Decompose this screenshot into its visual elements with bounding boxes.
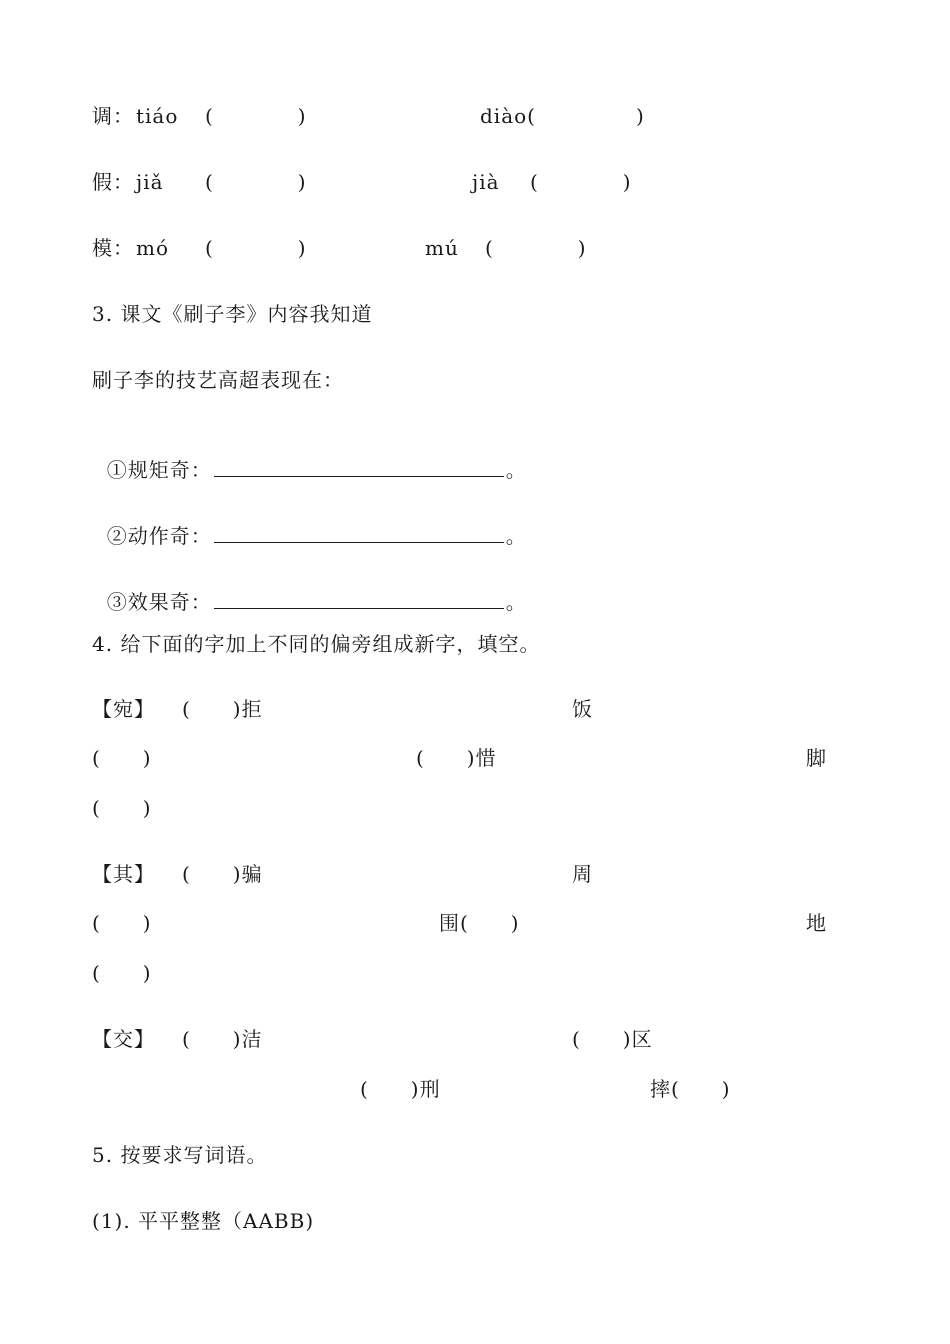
q4-group-1-f[interactable]: ( ) [92,796,152,820]
q3-item-3-end: 。 [505,590,527,614]
pinyin-row-1-char: 调： [92,104,134,128]
pinyin-row-2-p1: jiǎ [136,170,164,194]
q4-group-2-f[interactable]: ( ) [92,961,152,985]
q5-sub-1: (1). 平平整整（AABB) [92,1209,315,1233]
q3-item-2 [92,500,527,548]
pinyin-row-2-char: 假： [92,170,134,194]
q4-group-1-key: 【宛】 [92,697,155,721]
q4-group-1-b: 饭 [572,697,593,721]
q3-item-3-blank[interactable] [214,590,504,609]
q3-item-1 [92,434,527,482]
q4-group-2-c[interactable]: ( ) [92,911,152,935]
q3-intro: 刷子李的技艺高超表现在： [92,368,344,392]
q3-item-2-label: ②动作奇： [106,524,212,548]
q4-group-1-c[interactable]: ( ) [92,746,152,770]
pinyin-row-2-paren1[interactable]: ( ) [205,170,307,194]
q4-group-1-e: 脚 [806,746,827,770]
q3-item-1-blank[interactable] [214,458,504,477]
pinyin-row-3-p2: mú [425,236,459,260]
q3-item-1-end: 。 [505,458,527,482]
q3-item-1-label: ①规矩奇： [106,458,212,482]
pinyin-row-3-char: 模： [92,236,134,260]
q4-group-2-key: 【其】 [92,862,155,886]
pinyin-row-1-paren2[interactable]: ) [552,104,645,128]
q4-group-3-c[interactable]: ( )刑 [360,1077,441,1101]
q3-item-3 [92,566,527,614]
q3-item-2-blank[interactable] [214,524,504,543]
q3-heading: 3. 课文《刷子李》内容我知道 [92,302,373,326]
q4-group-3-key: 【交】 [92,1027,155,1051]
q4-group-1-d[interactable]: ( )惜 [416,746,497,770]
pinyin-row-1-p1: tiáo [136,104,179,128]
pinyin-row-3-paren2[interactable]: ( ) [485,236,587,260]
pinyin-row-2-paren2[interactable]: ( ) [530,170,632,194]
pinyin-row-2-p2: jià [472,170,500,194]
pinyin-row-3-p1: mó [136,236,170,260]
q4-group-3-a[interactable]: ( )洁 [182,1027,263,1051]
q4-group-3-b[interactable]: ( )区 [572,1027,653,1051]
q4-group-1-a[interactable]: ( )拒 [182,697,263,721]
pinyin-row-3-paren1[interactable]: ( ) [205,236,307,260]
q4-group-2-d[interactable]: 围( ) [439,911,520,935]
q4-group-2-b: 周 [572,862,593,886]
q4-heading: 4. 给下面的字加上不同的偏旁组成新字，填空。 [92,632,541,656]
pinyin-row-1-paren1[interactable]: ( ) [205,104,307,128]
q4-group-2-a[interactable]: ( )骗 [182,862,263,886]
q3-item-3-label: ③效果奇： [106,590,212,614]
q4-group-3-d[interactable]: 摔( ) [650,1077,731,1101]
q3-item-2-end: 。 [505,524,527,548]
pinyin-row-1-p2: diào( [480,104,536,128]
q4-group-2-e: 地 [806,911,827,935]
q5-heading: 5. 按要求写词语。 [92,1143,268,1167]
